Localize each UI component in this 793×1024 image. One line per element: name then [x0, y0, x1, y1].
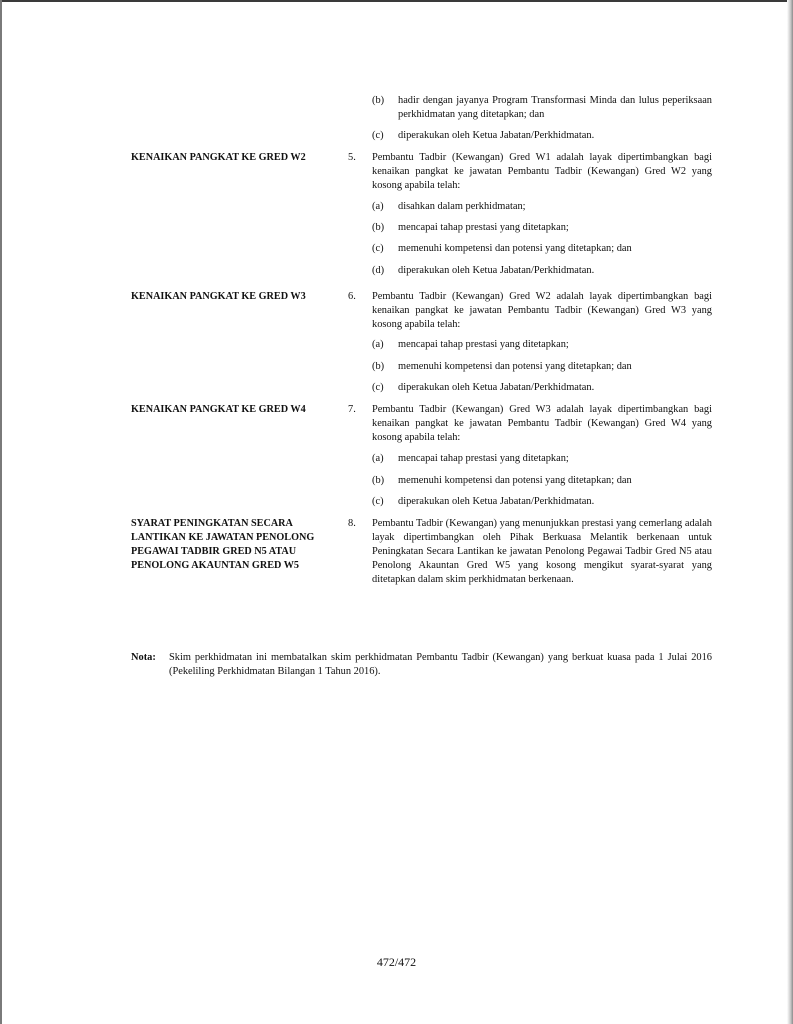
paragraph-text: Pembantu Tadbir (Kewangan) Gred W2 adalah layak dipertimbangkan bagi kenaikan pangkat ke jawatan Pembantu Tadbir (Kewangan) Gred W3 yang kosong apabila telah: — [372, 291, 712, 330]
list-item — [372, 452, 712, 466]
nota-label: Nota: — [131, 652, 156, 663]
list-item — [372, 495, 712, 509]
list-item — [372, 129, 712, 143]
paragraph-number: 8. — [348, 518, 356, 529]
item-label: (a) — [372, 339, 384, 350]
paragraph-number: 7. — [348, 404, 356, 415]
item-label: (c) — [372, 243, 384, 254]
item-text: diperakukan oleh Ketua Jabatan/Perkhidmatan. — [398, 496, 595, 507]
list-item — [372, 338, 712, 352]
item-label: (c) — [372, 496, 384, 507]
item-text: memenuhi kompetensi dan potensi yang ditetapkan; dan — [398, 361, 632, 372]
item-text: memenuhi kompetensi dan potensi yang ditetapkan; dan — [398, 243, 632, 254]
item-label: (c) — [372, 130, 384, 141]
item-label: (b) — [372, 361, 385, 372]
list-item — [372, 381, 712, 395]
paragraph-number: 6. — [348, 291, 356, 302]
item-label: (a) — [372, 453, 384, 464]
item-label: (d) — [372, 265, 385, 276]
item-text: mencapai tahap prestasi yang ditetapkan; — [398, 453, 569, 464]
item-label: (c) — [372, 382, 384, 393]
item-label: (b) — [372, 95, 385, 106]
item-text: diperakukan oleh Ketua Jabatan/Perkhidmatan. — [398, 265, 595, 276]
list-item — [372, 264, 712, 278]
item-text: diperakukan oleh Ketua Jabatan/Perkhidmatan. — [398, 382, 595, 393]
paragraph-text: Pembantu Tadbir (Kewangan) Gred W1 adalah layak dipertimbangkan bagi kenaikan pangkat ke jawatan Pembantu Tadbir (Kewangan) Gred W2 yang kosong apabila telah: — [372, 152, 712, 191]
item-text: mencapai tahap prestasi yang ditetapkan; — [398, 339, 569, 350]
list-item — [372, 242, 712, 256]
section-heading-w4: KENAIKAN PANGKAT KE GRED W4 — [131, 404, 306, 415]
item-text: disahkan dalam perkhidmatan; — [398, 201, 526, 212]
page-number: 472/472 — [376, 955, 417, 969]
item-text: mencapai tahap prestasi yang ditetapkan; — [398, 222, 569, 233]
item-label: (b) — [372, 222, 385, 233]
nota-text: Skim perkhidmatan ini membatalkan skim perkhidmatan Pembantu Tadbir (Kewangan) yang berkuat kuasa pada 1 Julai 2016 (Pekeliling Perkhidmatan Bilangan 1 Tahun 2016). — [169, 652, 712, 677]
item-text: hadir dengan jayanya Program Transformasi Minda dan lulus peperiksaan perkhidmatan yang ditetapkan; dan — [398, 95, 712, 120]
paragraph-number: 5. — [348, 152, 356, 163]
paragraph-text: Pembantu Tadbir (Kewangan) yang menunjukkan prestasi yang cemerlang adalah layak dipertimbangkan oleh Pihak Berkuasa Melantik berkenaan untuk Peningkatan Secara Lantikan ke jawatan Penolong Pegawai Tadbir Gred N5 atau Penolong Akauntan Gred W5 yang kosong mengikut syarat-syarat yang ditetapkan dalam skim perkhidmatan berkenaan. — [372, 518, 712, 585]
item-label: (a) — [372, 201, 384, 212]
section-heading-w2: KENAIKAN PANGKAT KE GRED W2 — [131, 152, 306, 163]
list-item — [372, 474, 712, 488]
list-item — [372, 360, 712, 374]
item-text: memenuhi kompetensi dan potensi yang ditetapkan; dan — [398, 475, 632, 486]
list-item — [372, 94, 712, 122]
list-item — [372, 221, 712, 235]
section-heading-w3: KENAIKAN PANGKAT KE GRED W3 — [131, 291, 306, 302]
item-label: (b) — [372, 475, 385, 486]
section-heading-peningkatan: SYARAT PENINGKATAN SECARA LANTIKAN KE JAWATAN PENOLONG PEGAWAI TADBIR GRED N5 ATAU PENOLONG AKAUNTAN GRED W5 — [131, 518, 315, 571]
list-item — [372, 200, 712, 214]
item-text: diperakukan oleh Ketua Jabatan/Perkhidmatan. — [398, 130, 595, 141]
paragraph-text: Pembantu Tadbir (Kewangan) Gred W3 adalah layak dipertimbangkan bagi kenaikan pangkat ke jawatan Pembantu Tadbir (Kewangan) Gred W4 yang kosong apabila telah: — [372, 404, 712, 443]
